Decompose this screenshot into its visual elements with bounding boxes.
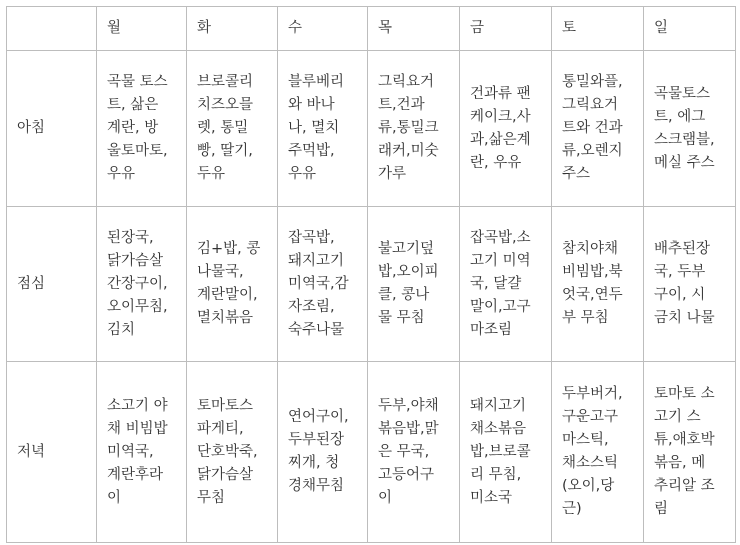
menu-text: 두부버거, 구운고구 마스틱, 채소스틱 (오이,당 근) [562,386,623,517]
menu-text: 연어구이, 두부된장 찌개, 청 경채무침 [288,409,349,494]
menu-text: 된장국, 닭가슴살 간장구이, 오이무침, 김치 [107,229,168,338]
day-header-sat: 토 [552,7,644,51]
menu-cell [97,362,187,543]
menu-cell [187,362,278,543]
menu-cell [368,207,460,362]
menu-text: 불고기덮 밥,오이피 클, 콩나 물 무침 [378,241,439,326]
day-header-thu: 목 [368,7,460,51]
header-row [7,7,736,51]
menu-text: 참치야채 비빔밥,북 엇국,연두 부 무침 [562,241,623,326]
menu-cell [278,362,368,543]
menu-text: 그릭요거 트,건과 류,통밀크 래커,미숫 가루 [378,74,439,182]
menu-cell [97,207,187,362]
menu-cell [644,207,736,362]
meal-label-dinner: 저녁 [7,362,97,543]
menu-text: 토마토스 파게티, 단호박죽, 닭가슴살 무침 [197,397,258,506]
weekly-meal-table [6,6,736,543]
menu-cell [368,362,460,543]
menu-text: 건과류 팬 케이크,사 과,삶은계 란, 우유 [470,85,531,171]
meal-label-lunch: 점심 [7,207,97,362]
menu-cell [552,51,644,207]
meal-label-breakfast: 아침 [7,51,97,207]
menu-text: 블루베리 와 바나 나, 멸치 주먹밥, 우유 [288,74,345,182]
menu-text: 두부,야채 볶음밥,맑 은 무국, 고등어구 이 [378,397,439,506]
menu-cell [278,51,368,207]
day-header-sun: 일 [644,7,736,51]
menu-cell [368,51,460,207]
menu-text: 토마토 소 고기 스 튜,애호박 볶음, 메 추리알 조 림 [654,386,715,517]
menu-cell [187,51,278,207]
menu-cell [552,207,644,362]
menu-cell [460,362,552,543]
table-row-breakfast [7,51,736,207]
day-header-wed: 수 [278,7,368,51]
day-header-mon: 월 [97,7,187,51]
menu-cell [187,207,278,362]
day-header-fri: 금 [460,7,552,51]
menu-text: 김+밥, 콩 나물국, 계란말이, 멸치볶음 [197,241,261,326]
day-header-tue: 화 [187,7,278,51]
menu-cell [97,51,187,207]
menu-text: 소고기 야 채 비빔밥 미역국, 계란후라 이 [107,397,168,506]
menu-cell [460,51,552,207]
menu-text: 브로콜리 치즈오믈 렛, 통밀 빵, 딸기, 두유 [197,74,254,182]
menu-cell [644,362,736,543]
menu-text: 돼지고기 채소볶음 밥,브로콜 리 무침, 미소국 [470,397,531,506]
menu-text: 곡물토스 트, 에그 스크램블, 메실 주스 [654,85,715,171]
menu-text: 잡곡밥,소 고기 미역 국, 달걀 말이,고구 마조림 [470,229,531,338]
menu-text: 배추된장 국, 두부 구이, 시 금치 나물 [654,241,715,326]
table-row-dinner [7,362,736,543]
menu-cell [644,51,736,207]
menu-cell [460,207,552,362]
table-row-lunch [7,207,736,362]
menu-cell [278,207,368,362]
menu-text: 곡물 토스 트, 삶은 계란, 방 울토마토, 우유 [107,74,168,182]
menu-text: 통밀와플, 그릭요거 트와 건과 류,오렌지 주스 [562,74,623,182]
menu-text: 잡곡밥, 돼지고기 미역국,감 자조림, 숙주나물 [288,229,349,338]
menu-cell [552,362,644,543]
corner-cell [7,7,97,51]
